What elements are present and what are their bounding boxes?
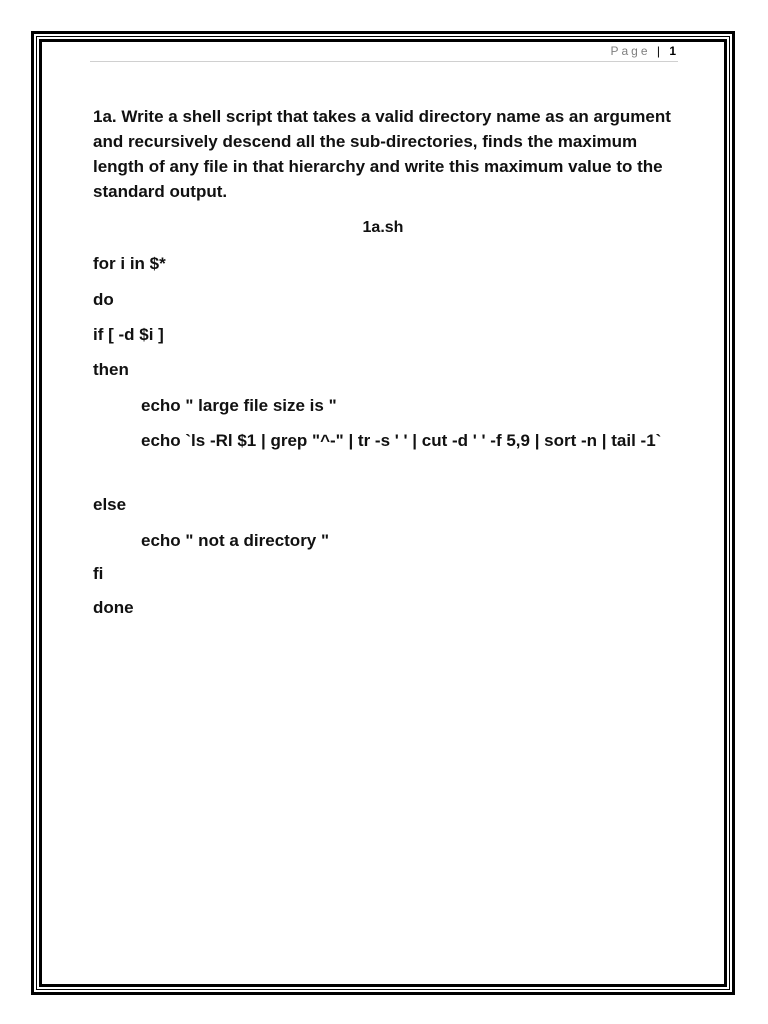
code-line-2: do: [93, 290, 114, 309]
page-number-value: 1: [669, 44, 676, 58]
script-filename: 1a.sh: [362, 219, 404, 236]
code-line-7: else: [93, 495, 127, 514]
code-line-9: fi: [93, 564, 104, 583]
code-line-5: echo " large file size is ": [141, 396, 337, 415]
code-line-3: if [ -d $i ]: [93, 325, 164, 344]
page-label: Page: [610, 44, 651, 58]
page-header: [90, 42, 678, 62]
page-number: [610, 44, 676, 58]
code-line-10: done: [93, 598, 134, 617]
question-block: [93, 104, 673, 204]
code-line-6: echo `ls -Rl $1 | grep "^-" | tr -s ' ' | cut -d ' ' -f 5,9 | sort -n | tail -1`: [141, 431, 662, 450]
page-separator: |: [656, 44, 660, 58]
question-text: 1a. Write a shell script that takes a valid directory name as an argument and recursively descend all the sub-directories, finds the maximum length of any file in that hierarchy and write this maximum value to the standard output.: [93, 107, 671, 201]
code-line-8: echo " not a directory ": [141, 531, 330, 550]
code-line-1: for i in $*: [93, 254, 166, 273]
code-line-4: then: [93, 360, 129, 379]
